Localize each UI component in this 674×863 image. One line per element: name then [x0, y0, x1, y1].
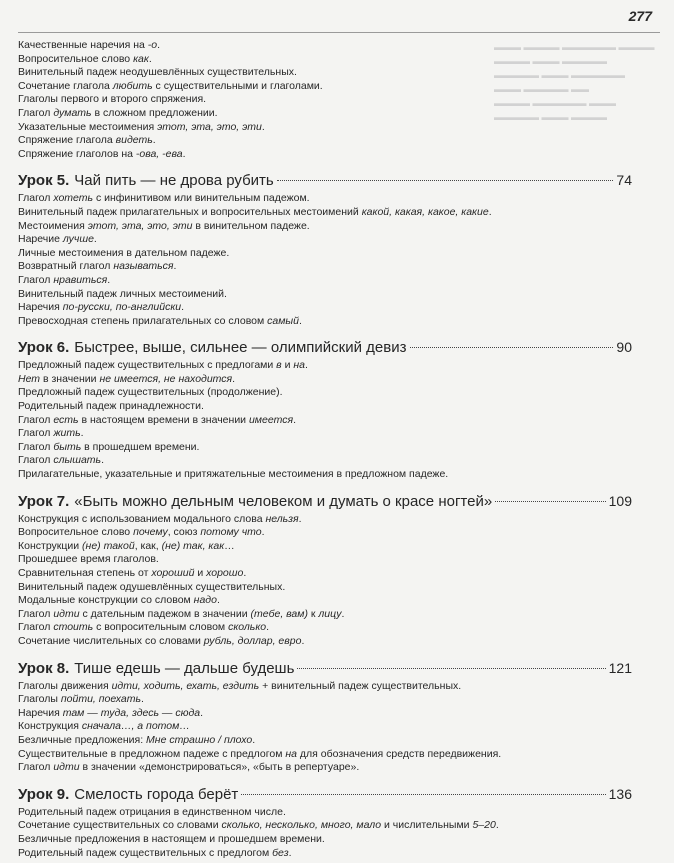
lesson-title: Быстрее, выше, сильнее — олимпийский девиз: [74, 339, 407, 357]
topic-item: Предложный падеж существительных (продолжение).: [18, 386, 283, 399]
lesson-heading[interactable]: [18, 492, 632, 511]
lesson-title: Смелость города берёт: [74, 785, 239, 803]
topic-item: Конструкции (не) такой, как, (не) так, как…: [18, 539, 235, 552]
lesson-title: Чай пить — не дрова рубить: [74, 172, 274, 190]
topic-item: Глагол слышать.: [18, 454, 104, 467]
lesson-page-number: 136: [608, 785, 632, 802]
topic-item: Указательные местоимения этот, эта, это, эти.: [18, 120, 265, 133]
topic-item: Модальные конструкции со словом надо.: [18, 594, 220, 607]
lesson-label: Урок 5.: [18, 172, 70, 190]
topic-item: Глагол идти в значении «демонстрироваться», «быть в репертуаре».: [18, 761, 360, 774]
header-rule: [18, 32, 660, 33]
topic-item: Глагол есть в настоящем времени в значении имеется.: [18, 413, 296, 426]
topic-item: Винительный падеж личных местоимений.: [18, 287, 227, 300]
topic-item: Конструкция сначала…, а потом…: [18, 720, 190, 733]
lesson-heading[interactable]: [18, 785, 632, 804]
topic-item: Безличные предложения: Мне страшно / плохо.: [18, 733, 256, 746]
topic-item: Наречия по-русски, по-английски.: [18, 301, 185, 314]
topic-item: Личные местоимения в дательном падеже.: [18, 246, 230, 259]
lesson-title: «Быть можно дельным человеком и думать о красе ногтей»: [74, 492, 493, 510]
table-of-contents: [18, 39, 632, 860]
topic-item: Сочетание числительных со словами рубль, доллар, евро.: [18, 634, 305, 647]
topic-item: Винительный падеж прилагательных и вопросительных местоимений какой, какая, какое, какие.: [18, 205, 492, 218]
topic-item: Глаголы первого и второго спряжения.: [18, 93, 207, 106]
topic-item: Глаголы движения идти, ходить, ехать, ездить + винительный падеж существительных.: [18, 679, 462, 692]
topic-item: Винительный падеж неодушевлённых существительных.: [18, 66, 297, 79]
lesson-page-number: 121: [608, 659, 632, 676]
bleed-through-text: ▬▬▬ ▬▬▬▬ ▬▬▬▬▬▬ ▬▬▬▬ ▬▬▬▬ ▬▬▬ ▬▬▬▬▬ ▬▬▬▬▬ ▬▬▬ ▬▬▬▬▬▬ ▬▬▬ ▬▬▬▬▬ ▬▬ ▬▬▬▬ ▬▬▬▬▬▬ ▬▬▬ ▬▬▬▬▬ ▬▬▬ ▬▬▬▬: [494, 42, 655, 122]
lesson-heading[interactable]: [18, 171, 632, 190]
topic-item: Спряжение глагола видеть.: [18, 134, 156, 147]
topic-item: Сравнительная степень от хороший и хорошо.: [18, 567, 247, 579]
topic-item: Возвратный глагол называться.: [18, 260, 177, 273]
lesson-section: [18, 171, 632, 328]
lesson-label: Урок 9.: [18, 785, 70, 803]
page-number: 277: [628, 8, 652, 24]
topic-item: Наречия там — туда, здесь — сюда.: [18, 706, 204, 719]
topic-item: Спряжение глаголов на -ова, -ева.: [18, 147, 186, 160]
topic-item: Вопросительное слово почему, союз потому что.: [18, 526, 265, 539]
lesson-label: Урок 7.: [18, 492, 70, 510]
topic-item: Глагол быть в прошедшем времени.: [18, 440, 200, 453]
topic-item: Глагол нравиться.: [18, 273, 111, 286]
dot-leader: [495, 501, 605, 502]
lesson-page-number: 109: [608, 492, 632, 509]
topic-item: Винительный падеж одушевлённых существительных.: [18, 580, 286, 593]
topic-item: Глагол стоить с вопросительным словом сколько.: [18, 621, 270, 634]
topic-item: Сочетание существительных со словами сколько, несколько, много, мало и числительными 5–20.: [18, 819, 499, 832]
topic-item: Родительный падеж принадлежности.: [18, 400, 204, 413]
topic-item: Безличные предложения в настоящем и прошедшем времени.: [18, 832, 325, 845]
topic-item: Существительные в предложном падеже с предлогом на для обозначения средств передвижения.: [18, 747, 502, 760]
lesson-title: Тише едешь — дальше будешь: [74, 659, 295, 677]
lesson-list: [18, 171, 632, 860]
topic-item: Глагол жить.: [18, 427, 84, 440]
intro-topic-list: [18, 39, 632, 161]
topic-item: Сочетание глагола любить с существительными и глаголами.: [18, 79, 323, 92]
lesson-label: Урок 8.: [18, 659, 70, 677]
topic-item: Родительный падеж существительных с предлогом без.: [18, 846, 292, 859]
topic-item: Местоимения этот, эта, это, эти в винительном падеже.: [18, 219, 310, 232]
dot-leader: [410, 347, 614, 348]
topic-item: Превосходная степень прилагательных со словом самый.: [18, 314, 302, 327]
topic-item: Нет в значении не имеется, не находится.: [18, 372, 236, 385]
topic-item: Вопросительное слово как.: [18, 52, 152, 65]
lesson-label: Урок 6.: [18, 339, 70, 357]
topic-item: Глагол идти с дательным падежом в значении (тебе, вам) к лицу.: [18, 607, 345, 620]
lesson-heading[interactable]: [18, 659, 632, 678]
lesson-page-number: 74: [616, 172, 632, 189]
topic-item: Конструкция с использованием модального слова нельзя.: [18, 512, 302, 525]
topic-item: Глагол хотеть с инфинитивом или винительным падежом.: [18, 192, 310, 205]
topic-item: Качественные наречия на -о.: [18, 39, 161, 51]
topic-item: Наречие лучше.: [18, 233, 97, 246]
topic-item: Глагол думать в сложном предложении.: [18, 106, 218, 119]
lesson-page-number: 90: [616, 339, 632, 356]
lesson-section: [18, 338, 632, 481]
lesson-section: [18, 659, 632, 775]
dot-leader: [241, 794, 605, 795]
topic-item: Глаголы пойти, поехать.: [18, 693, 144, 706]
dot-leader: [277, 180, 614, 181]
dot-leader: [297, 668, 605, 669]
topic-item: Родительный падеж отрицания в единственном числе.: [18, 805, 286, 818]
lesson-section: [18, 785, 632, 860]
topic-item: Предложный падеж существительных с предлогами в и на.: [18, 359, 308, 372]
topic-item: Прилагательные, указательные и притяжательные местоимения в предложном падеже.: [18, 468, 449, 481]
topic-item: Прошедшее время глаголов.: [18, 553, 159, 566]
lesson-section: [18, 492, 632, 649]
lesson-heading[interactable]: [18, 338, 632, 357]
